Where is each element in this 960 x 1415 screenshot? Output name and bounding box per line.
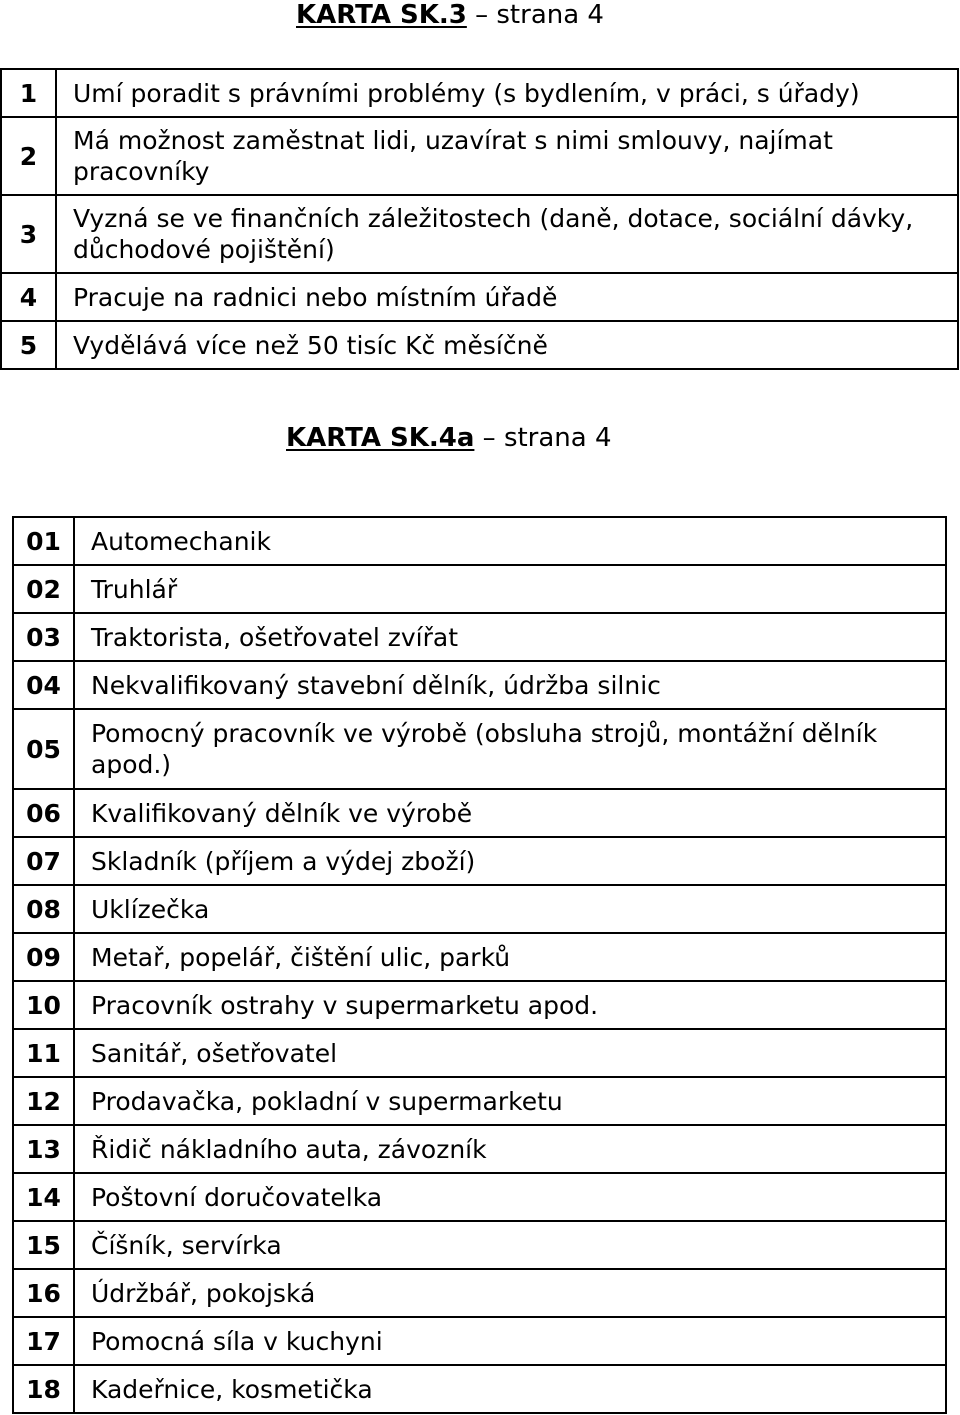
row-number: 03 (13, 613, 74, 661)
card-sk4a-table (12, 516, 947, 1414)
row-text: Pomocná síla v kuchyni (74, 1317, 946, 1365)
card-sk3-table (0, 68, 959, 370)
row-text: Prodavačka, pokladní v supermarketu (74, 1077, 946, 1125)
row-number: 16 (13, 1269, 74, 1317)
table-row (1, 195, 958, 273)
row-number: 10 (13, 981, 74, 1029)
row-number: 4 (1, 273, 56, 321)
row-number: 13 (13, 1125, 74, 1173)
row-text: Poštovní doručovatelka (74, 1173, 946, 1221)
row-text: Uklízečka (74, 885, 946, 933)
row-text: Má možnost zaměstnat lidi, uzavírat s nimi smlouvy, najímat pracovníky (56, 117, 958, 195)
row-number: 01 (13, 517, 74, 565)
row-text: Údržbář, pokojská (74, 1269, 946, 1317)
table-row (13, 613, 946, 661)
table-row (13, 565, 946, 613)
row-text: Truhlář (74, 565, 946, 613)
row-number: 05 (13, 709, 74, 789)
row-number: 18 (13, 1365, 74, 1413)
table-row (13, 837, 946, 885)
row-number: 07 (13, 837, 74, 885)
table-row (13, 1317, 946, 1365)
card-separator: – (466, 0, 497, 30)
table-row (13, 661, 946, 709)
row-text: Pomocný pracovník ve výrobě (obsluha strojů, montážní dělník apod.) (74, 709, 946, 789)
table-row (13, 981, 946, 1029)
row-number: 11 (13, 1029, 74, 1077)
row-text: Kvalifikovaný dělník ve výrobě (74, 789, 946, 837)
row-text: Vydělává více než 50 tisíc Kč měsíčně (56, 321, 958, 369)
table-row (13, 1365, 946, 1413)
table-row (13, 1221, 946, 1269)
table-row (13, 789, 946, 837)
row-text: Pracuje na radnici nebo místním úřadě (56, 273, 958, 321)
card-code: KARTA SK.3 (296, 0, 467, 30)
row-text: Skladník (příjem a výdej zboží) (74, 837, 946, 885)
card-sk3-title (296, 0, 604, 30)
row-text: Řidič nákladního auta, závozník (74, 1125, 946, 1173)
card-sk4a-title (286, 423, 612, 453)
row-text: Nekvalifikovaný stavební dělník, údržba silnic (74, 661, 946, 709)
row-number: 06 (13, 789, 74, 837)
row-number: 5 (1, 321, 56, 369)
row-number: 08 (13, 885, 74, 933)
row-number: 04 (13, 661, 74, 709)
row-text: Automechanik (74, 517, 946, 565)
table-row (13, 933, 946, 981)
row-number: 02 (13, 565, 74, 613)
table-row (13, 709, 946, 789)
row-number: 2 (1, 117, 56, 195)
table-row (13, 1269, 946, 1317)
row-number: 15 (13, 1221, 74, 1269)
table-row (1, 117, 958, 195)
row-text: Traktorista, ošetřovatel zvířat (74, 613, 946, 661)
table-row (13, 885, 946, 933)
row-text: Číšník, servírka (74, 1221, 946, 1269)
table-row (13, 517, 946, 565)
row-text: Metař, popelář, čištění ulic, parků (74, 933, 946, 981)
row-number: 09 (13, 933, 74, 981)
row-number: 14 (13, 1173, 74, 1221)
table-row (1, 273, 958, 321)
card-separator: – (474, 423, 504, 453)
card-page: strana 4 (496, 0, 604, 30)
table-row (1, 69, 958, 117)
table-row (13, 1173, 946, 1221)
table-row (1, 321, 958, 369)
row-number: 3 (1, 195, 56, 273)
row-text: Sanitář, ošetřovatel (74, 1029, 946, 1077)
row-text: Kadeřnice, kosmetička (74, 1365, 946, 1413)
table-row (13, 1077, 946, 1125)
row-number: 12 (13, 1077, 74, 1125)
table-row (13, 1029, 946, 1077)
table-row (13, 1125, 946, 1173)
row-text: Pracovník ostrahy v supermarketu apod. (74, 981, 946, 1029)
row-text: Vyzná se ve finančních záležitostech (daně, dotace, sociální dávky, důchodové pojištění) (56, 195, 958, 273)
row-number: 1 (1, 69, 56, 117)
row-number: 17 (13, 1317, 74, 1365)
card-code: KARTA SK.4a (286, 423, 475, 453)
card-page: strana 4 (503, 423, 612, 453)
row-text: Umí poradit s právními problémy (s bydlením, v práci, s úřady) (56, 69, 958, 117)
